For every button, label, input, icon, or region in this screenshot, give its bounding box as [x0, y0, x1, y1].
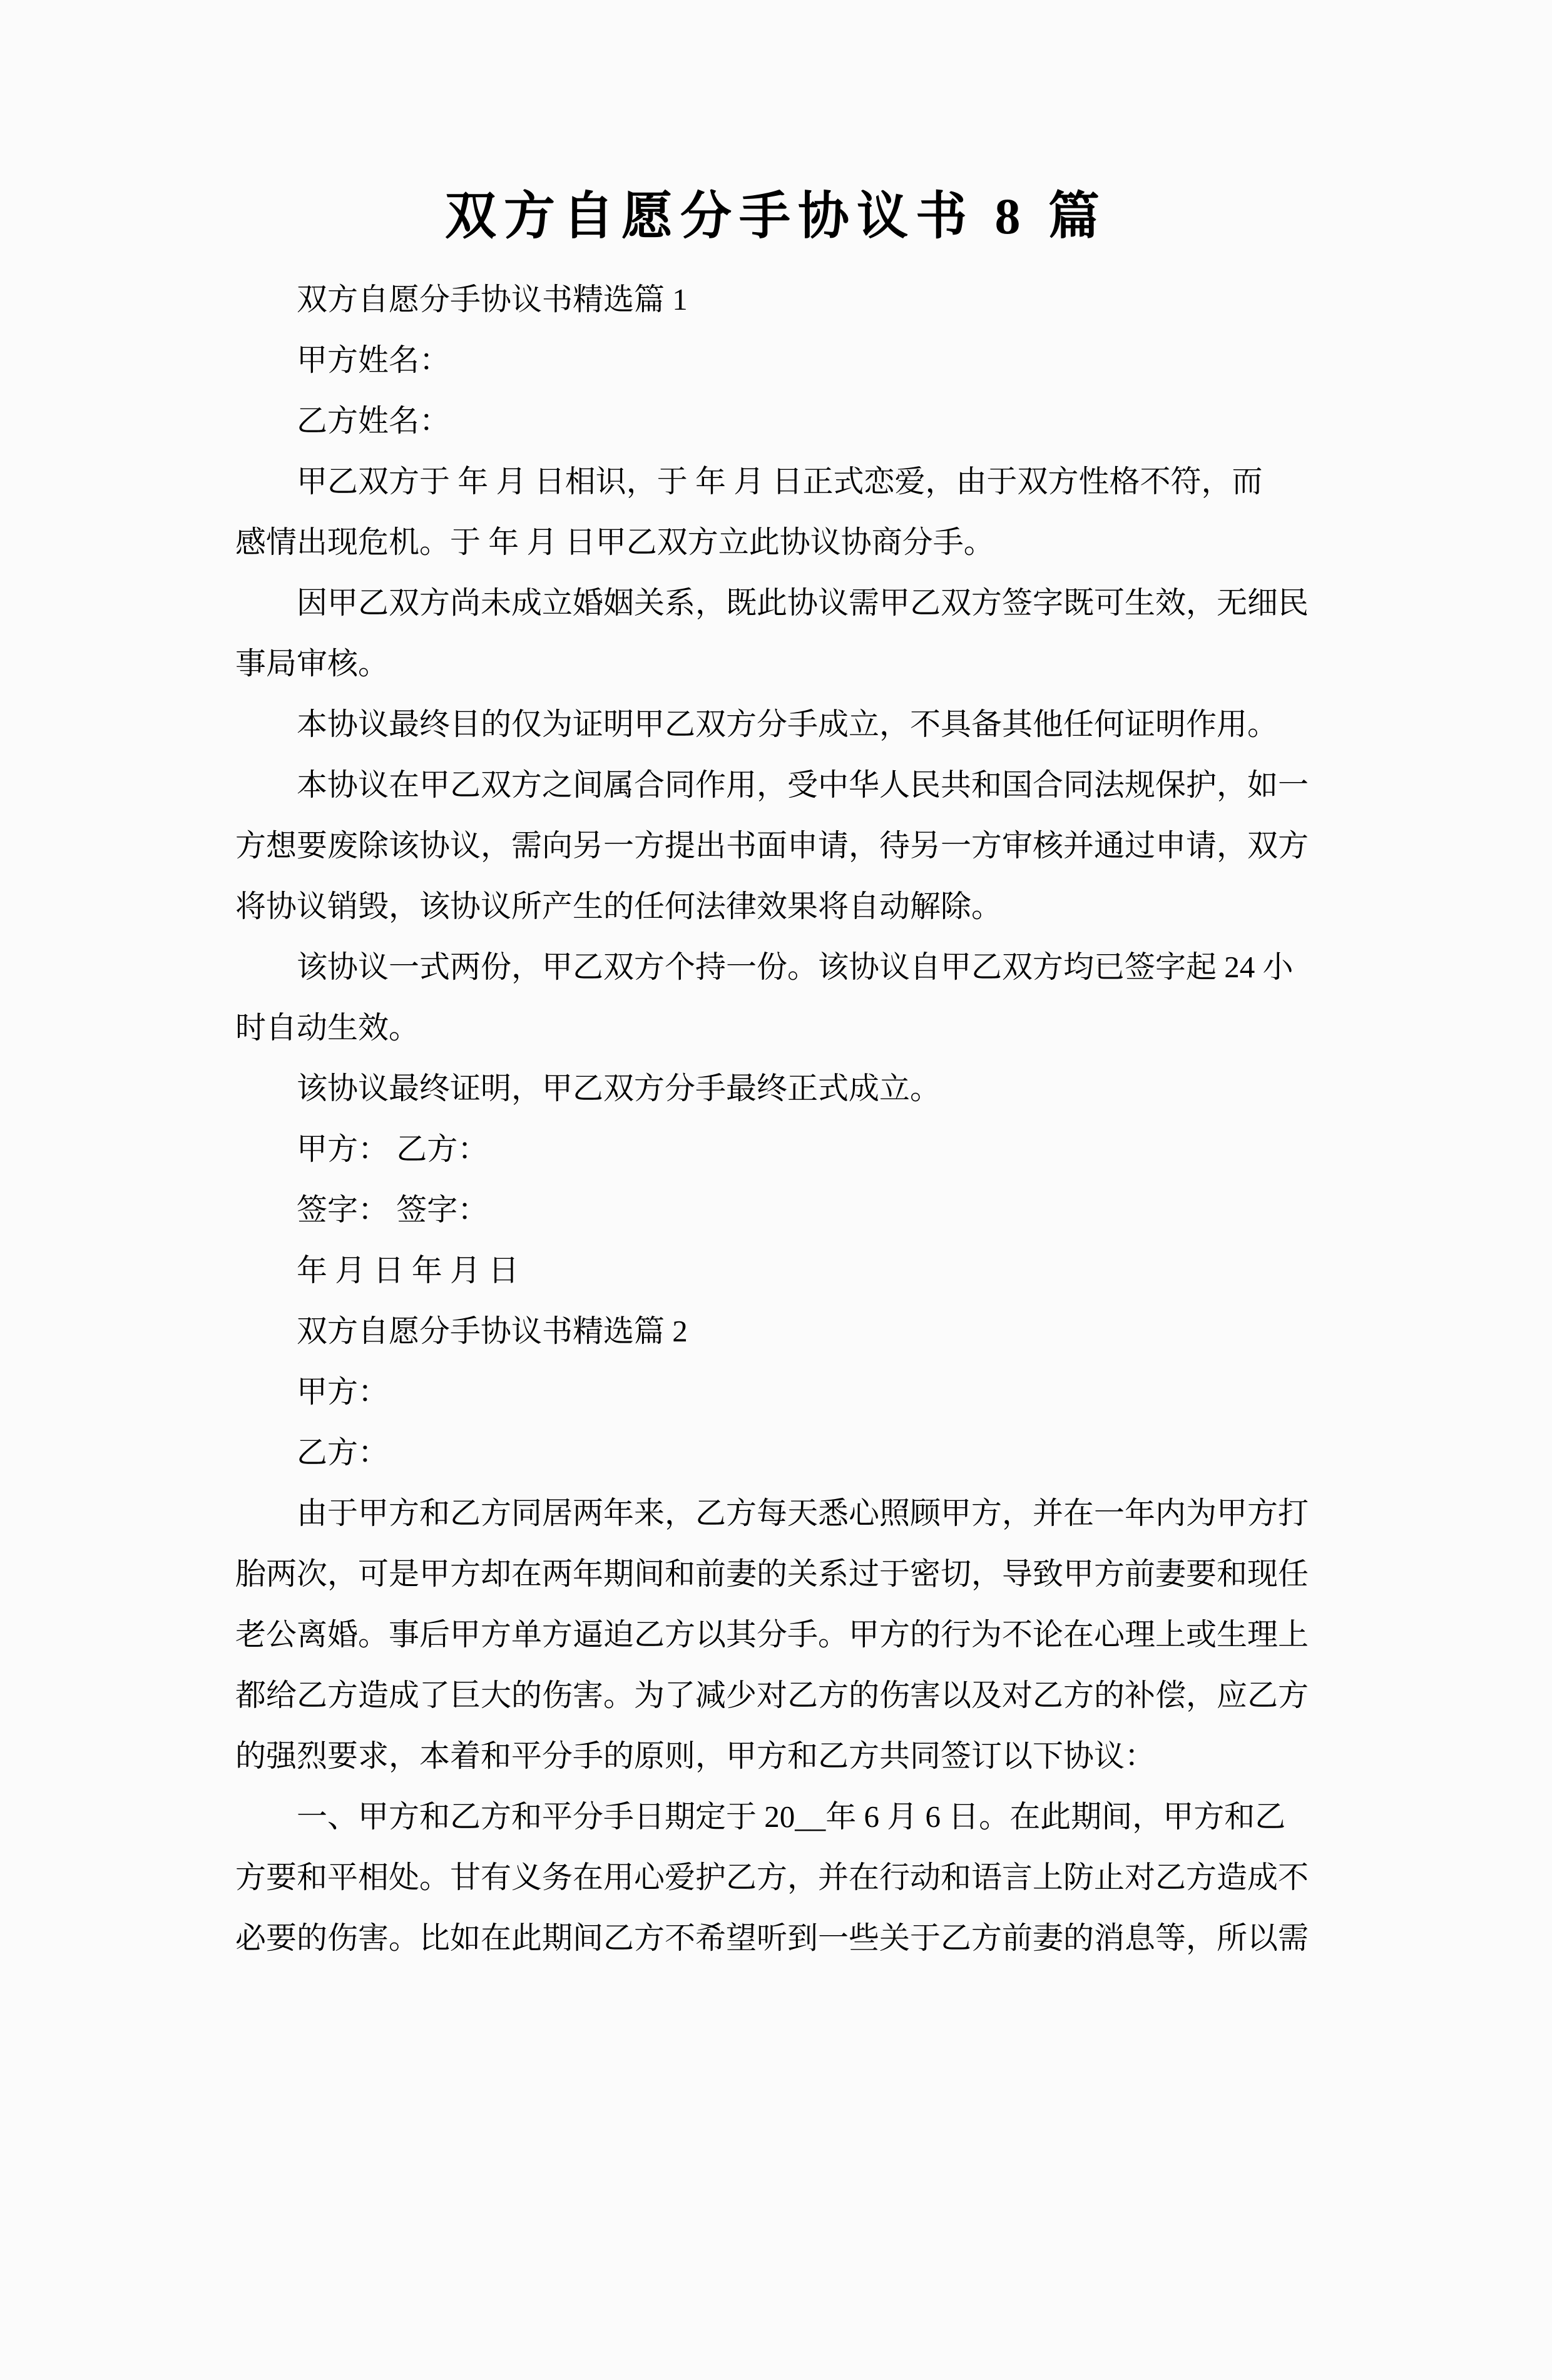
paragraph — [235, 269, 1317, 330]
text-line: 将协议销毁，该协议所产生的任何法律效果将自动解除。 — [235, 889, 1003, 923]
text-line: 乙方姓名： — [297, 404, 451, 438]
text-line: 甲方： 乙方： — [297, 1132, 489, 1166]
text-line: 乙方： — [297, 1435, 389, 1470]
document-page — [0, 185, 1552, 2380]
paragraph — [235, 330, 1317, 390]
paragraph — [235, 1179, 1317, 1240]
text-line: 本协议在甲乙双方之间属合同作用，受中华人民共和国合同法规保护，如一 — [297, 768, 1309, 802]
paragraph — [235, 572, 1317, 694]
text-line: 双方自愿分手协议书精选篇 1 — [297, 282, 688, 317]
document-body — [0, 269, 1552, 1968]
text-line: 双方自愿分手协议书精选篇 2 — [297, 1314, 688, 1348]
paragraph — [235, 1786, 1317, 1968]
paragraph — [235, 390, 1317, 451]
text-line: 一、甲方和乙方和平分手日期定于 20__年 6 月 6 日。在此期间，甲方和乙 — [297, 1799, 1286, 1834]
text-line: 年 月 日 年 月 日 — [297, 1253, 519, 1288]
text-line: 的强烈要求，本着和平分手的原则，甲方和乙方共同签订以下协议： — [235, 1739, 1156, 1773]
text-line: 该协议一式两份，甲乙双方个持一份。该协议自甲乙双方均已签字起 24 小 — [297, 950, 1294, 984]
paragraph — [235, 694, 1317, 755]
text-line: 甲方： — [297, 1375, 389, 1409]
text-line: 必要的伤害。比如在此期间乙方不希望听到一些关于乙方前妻的消息等，所以需 — [235, 1921, 1309, 1955]
text-line: 签字： 签字： — [297, 1193, 489, 1227]
paragraph — [235, 755, 1317, 937]
text-line: 感情出现危机。于 年 月 日甲乙双方立此协议协商分手。 — [235, 525, 994, 559]
document-title: 双方自愿分手协议书 8 篇 — [444, 188, 1107, 245]
text-line: 都给乙方造成了巨大的伤害。为了减少对乙方的伤害以及对乙方的补偿，应乙方 — [235, 1678, 1309, 1712]
text-line: 本协议最终目的仅为证明甲乙双方分手成立，不具备其他任何证明作用。 — [297, 707, 1279, 741]
text-line: 因甲乙双方尚未成立婚姻关系，既此协议需甲乙双方签字既可生效，无细民 — [297, 586, 1309, 620]
text-line: 该协议最终证明，甲乙双方分手最终正式成立。 — [297, 1071, 941, 1106]
paragraph — [235, 1058, 1317, 1119]
text-line: 胎两次，可是甲方却在两年期间和前妻的关系过于密切，导致甲方前妻要和现任 — [235, 1557, 1309, 1591]
paragraph — [235, 1361, 1317, 1422]
text-line: 由于甲方和乙方同居两年来，乙方每天悉心照顾甲方，并在一年内为甲方打 — [297, 1496, 1309, 1530]
text-line: 方想要废除该协议，需向另一方提出书面申请，待另一方审核并通过申请，双方 — [235, 828, 1309, 863]
text-line: 甲乙双方于 年 月 日相识，于 年 月 日正式恋爱，由于双方性格不符，而 — [297, 464, 1263, 499]
paragraph — [235, 1422, 1317, 1483]
paragraph — [235, 1119, 1317, 1179]
text-line: 方要和平相处。甘有义务在用心爱护乙方，并在行动和语言上防止对乙方造成不 — [235, 1860, 1309, 1894]
text-line: 老公离婚。事后甲方单方逼迫乙方以其分手。甲方的行为不论在心理上或生理上 — [235, 1617, 1309, 1652]
text-line: 甲方姓名： — [297, 343, 451, 377]
paragraph — [235, 1240, 1317, 1301]
text-line: 时自动生效。 — [235, 1010, 420, 1045]
text-line: 事局审核。 — [235, 646, 389, 681]
paragraph — [235, 937, 1317, 1058]
paragraph — [235, 451, 1317, 572]
paragraph — [235, 1301, 1317, 1361]
paragraph — [235, 1483, 1317, 1786]
